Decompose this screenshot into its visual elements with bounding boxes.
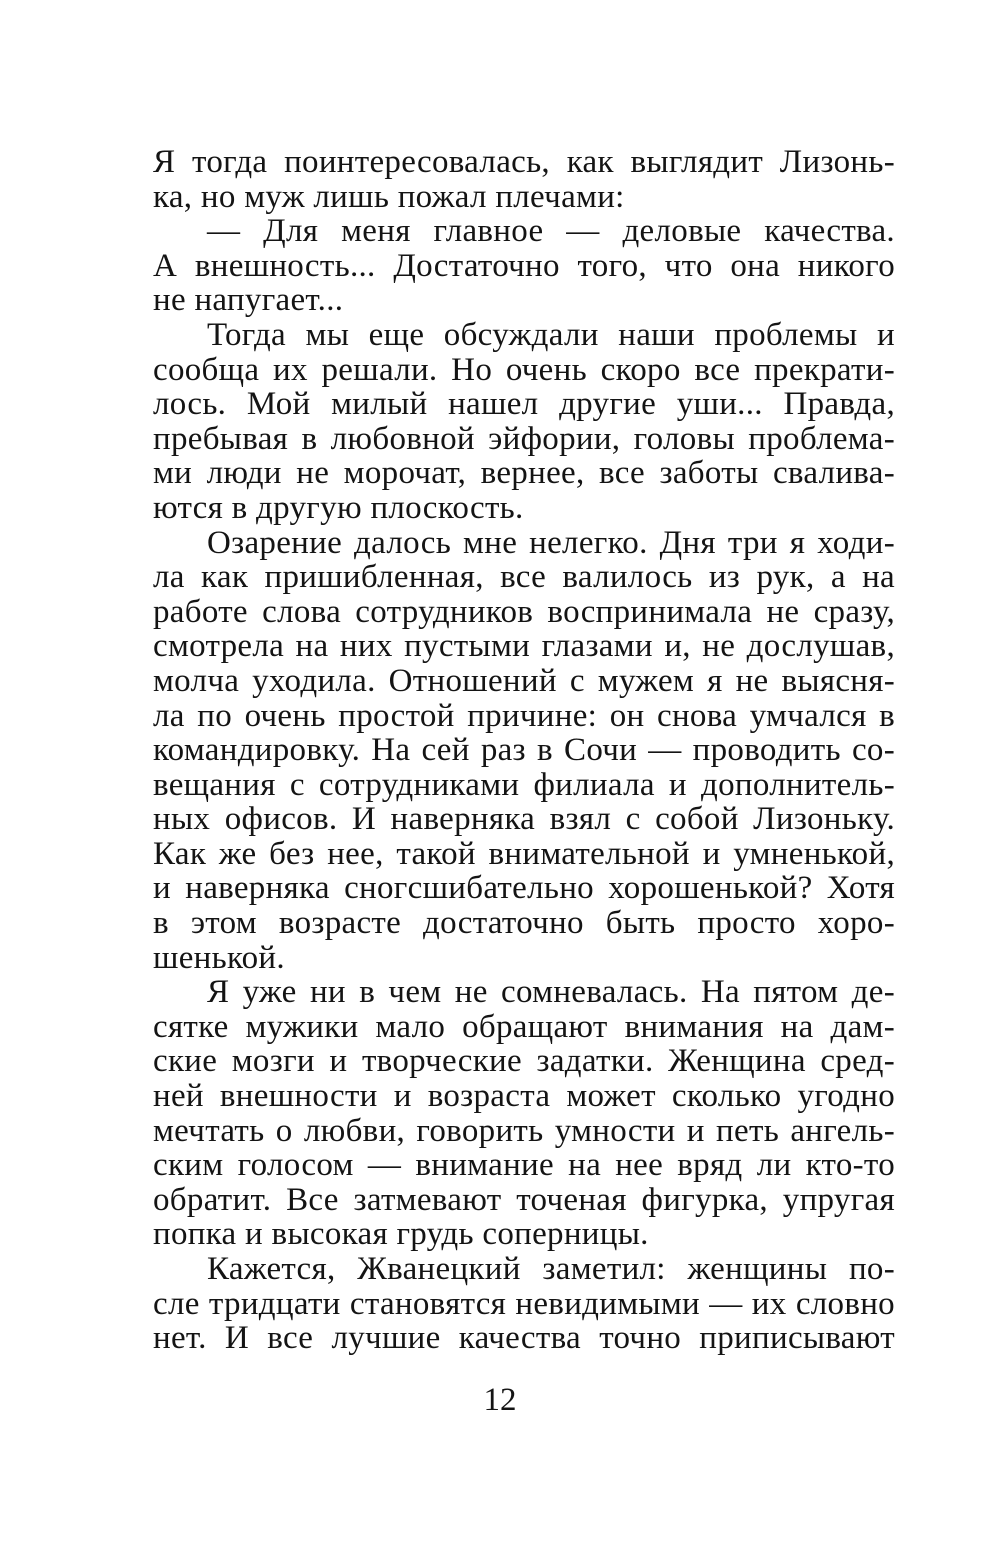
text-line: ются в другую плоскость. bbox=[153, 489, 524, 526]
text-line: сообща их решали. Но очень скоро все прекрати- bbox=[153, 351, 895, 388]
text-line: и наверняка сногсшибательно хорошенькой? Хотя bbox=[153, 870, 895, 907]
text-line: молча уходила. Отношений с мужем я не выясня- bbox=[153, 662, 895, 699]
text-line: ским голосом — внимание на нее вряд ли кто-то bbox=[153, 1147, 895, 1184]
text-line: Я уже ни в чем не сомневалась. На пятом де- bbox=[207, 974, 895, 1011]
text-line: сле тридцати становятся невидимыми — их словно bbox=[153, 1285, 895, 1322]
text-line: пребывая в любовной эйфории, головы проблема- bbox=[153, 420, 895, 457]
text-line: ка, но муж лишь пожал плечами: bbox=[153, 178, 625, 215]
text-line: нет. И все лучшие качества точно приписывают bbox=[153, 1320, 895, 1357]
text-line: вещания с сотрудниками филиала и дополнитель- bbox=[153, 766, 895, 803]
text-line: ми люди не морочат, вернее, все заботы свалива- bbox=[153, 455, 895, 492]
text-line: Я тогда поинтересовалась, как выглядит Лизонь- bbox=[153, 144, 895, 180]
text-line: обратит. Все затмевают точеная фигурка, упругая bbox=[153, 1181, 895, 1218]
text-line: Кажется, Жванецкий заметил: женщины по- bbox=[207, 1251, 895, 1287]
text-line: мечтать о любви, говорить умности и петь ангель- bbox=[153, 1112, 895, 1149]
page-number: 12 bbox=[483, 1382, 517, 1418]
text-line: А внешность... Достаточно того, что она никого bbox=[153, 247, 895, 284]
text-line: командировку. На сей раз в Сочи — проводить со- bbox=[153, 732, 895, 769]
text-line: ские мозги и творческие задатки. Женщина сред- bbox=[153, 1043, 895, 1080]
text-line: не напугает... bbox=[153, 282, 344, 319]
text-line: в этом возрасте достаточно быть просто хоро- bbox=[153, 905, 895, 942]
text-line: Тогда мы еще обсуждали наши проблемы и bbox=[207, 316, 895, 353]
text-line: сятке мужики мало обращают внимания на дам- bbox=[153, 1008, 895, 1045]
text-line: попка и высокая грудь соперницы. bbox=[153, 1216, 649, 1253]
text-line: ней внешности и возраста может сколько угодно bbox=[153, 1078, 895, 1115]
text-line: лось. Мой милый нашел другие уши... Правда, bbox=[153, 386, 895, 423]
body-text bbox=[153, 145, 895, 1356]
text-line: ла как пришибленная, все валилось из рук, а на bbox=[153, 559, 895, 596]
text-line: шенькой. bbox=[153, 939, 285, 976]
text-line: ла по очень простой причине: он снова умчался в bbox=[153, 697, 895, 734]
text-line: ных офисов. И наверняка взял с собой Лизоньку. bbox=[153, 801, 895, 838]
text-line: Как же без нее, такой внимательной и умненькой, bbox=[153, 835, 895, 872]
text-line: работе слова сотрудников воспринимала не сразу, bbox=[153, 593, 895, 630]
text-line: — Для меня главное — деловые качества. bbox=[207, 213, 895, 250]
text-line: Озарение далось мне нелегко. Дня три я ходи- bbox=[207, 524, 895, 561]
text-line: смотрела на них пустыми глазами и, не дослушав, bbox=[153, 628, 895, 665]
